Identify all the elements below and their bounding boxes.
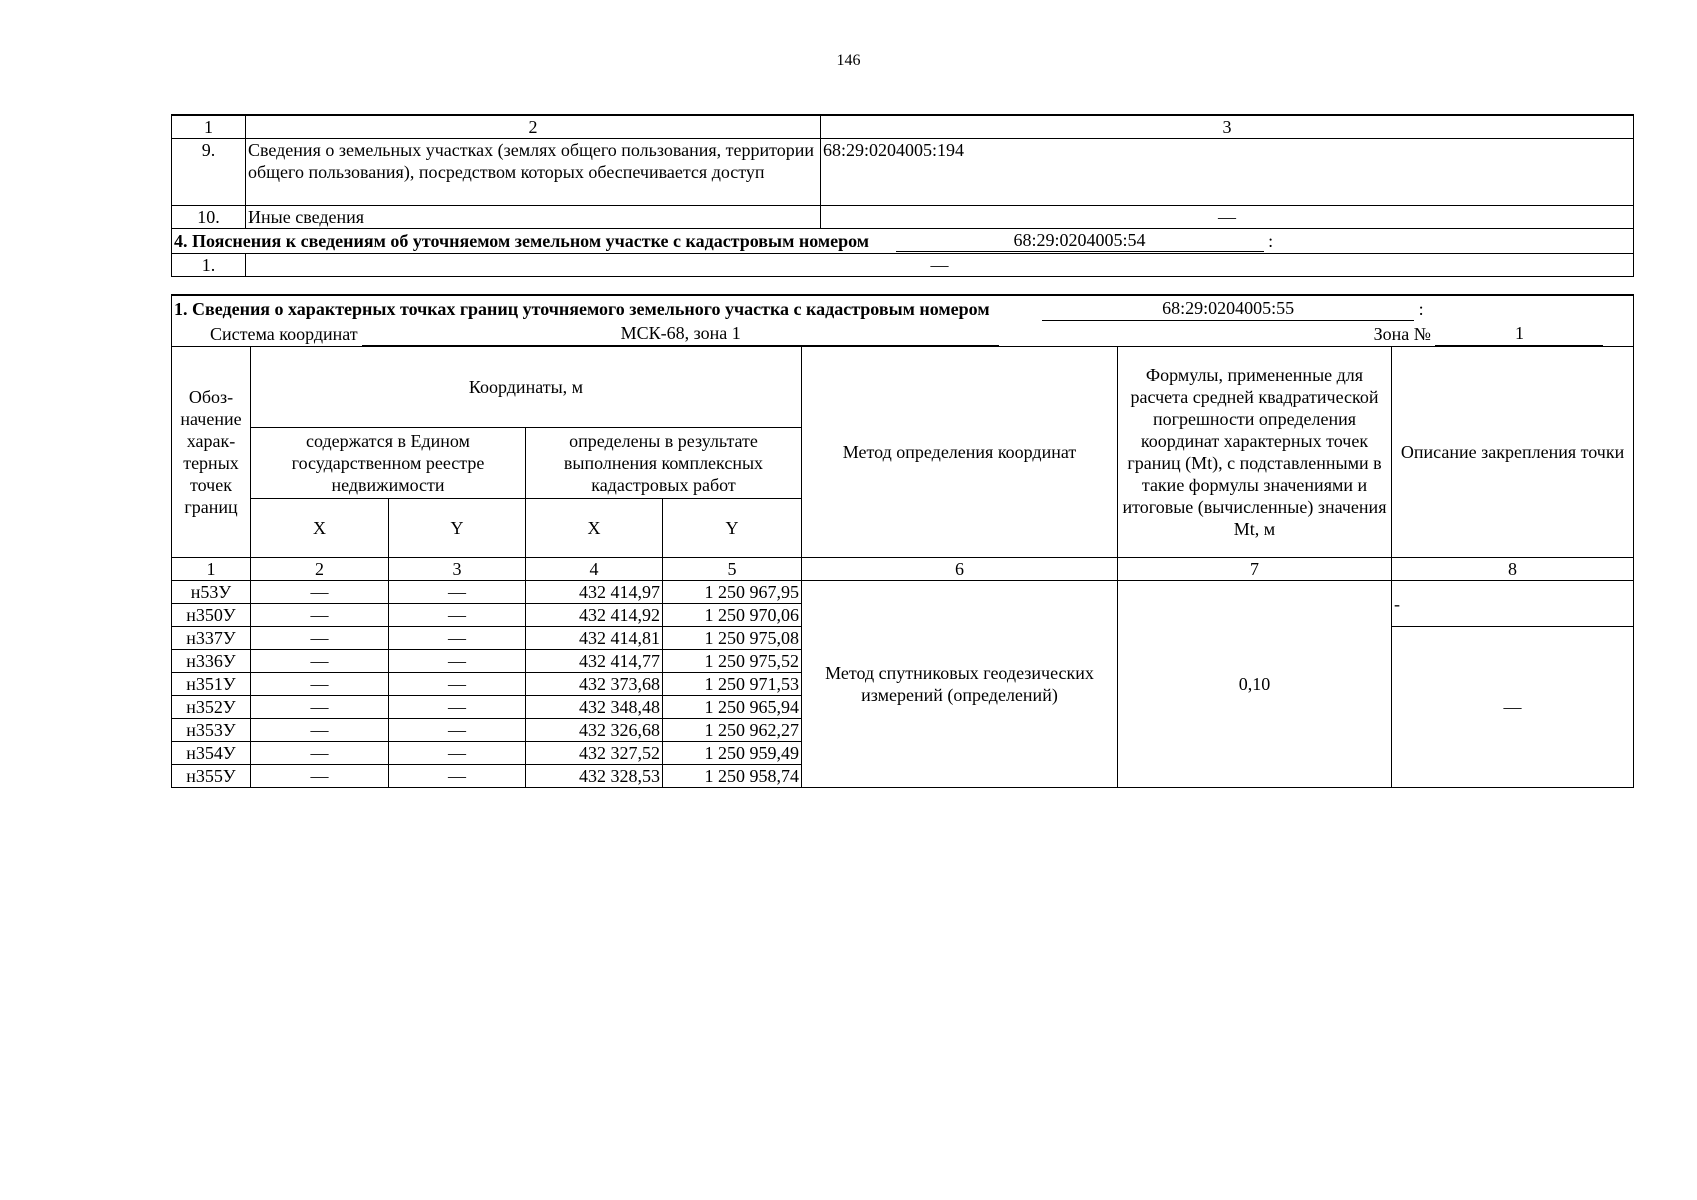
formula-header: Формулы, примененные для расчета средней квадратической погрешности определения координат характерных точек границ (Mt), с подставленными в такие формулы значениями и итоговые (вычисленные) значения Mt, м xyxy=(1118,347,1392,558)
x-egrn: — xyxy=(251,719,389,742)
y-egrn: — xyxy=(389,604,526,627)
coordinates-header: Координаты, м xyxy=(251,347,802,428)
y-egrn: — xyxy=(389,581,526,604)
y-complex: 1 250 975,08 xyxy=(663,627,802,650)
x-egrn: — xyxy=(251,696,389,719)
table-row xyxy=(172,139,1634,206)
y-egrn: — xyxy=(389,673,526,696)
x-complex: 432 414,77 xyxy=(526,650,663,673)
x-egrn: — xyxy=(251,627,389,650)
y-egrn: — xyxy=(389,765,526,788)
col-number: 8 xyxy=(1392,558,1634,581)
col-number: 4 xyxy=(526,558,663,581)
col-number: 2 xyxy=(251,558,389,581)
complex-works-header: определены в результате выполнения комплексных кадастровых работ xyxy=(526,428,802,499)
header-row xyxy=(172,347,1634,428)
col-number: 5 xyxy=(663,558,802,581)
coord-system-value: МСК-68, зона 1 xyxy=(362,321,999,346)
col-number: 7 xyxy=(1118,558,1392,581)
x-complex: 432 326,68 xyxy=(526,719,663,742)
description-top: - xyxy=(1392,581,1634,627)
row-value: — xyxy=(246,254,1634,277)
zone-value: 1 xyxy=(1435,321,1603,346)
x-complex: 432 414,97 xyxy=(526,581,663,604)
col-number: 6 xyxy=(802,558,1118,581)
row-label: Иные сведения xyxy=(246,206,821,229)
description-value: — xyxy=(1392,627,1634,788)
points-table xyxy=(171,294,1634,788)
column-number-row xyxy=(172,115,1634,139)
page-number: 146 xyxy=(836,52,861,69)
y-egrn: — xyxy=(389,719,526,742)
points-colon: : xyxy=(1418,299,1424,319)
x-complex: 432 328,53 xyxy=(526,765,663,788)
y-egrn: — xyxy=(389,627,526,650)
designation-header: Обоз-начение харак-терных точек границ xyxy=(172,347,251,558)
x-egrn: — xyxy=(251,581,389,604)
y-egrn-header: Y xyxy=(389,499,526,558)
method-header: Метод определения координат xyxy=(802,347,1118,558)
row-value: — xyxy=(821,206,1634,229)
coord-system-label: Система координат xyxy=(210,324,358,344)
row-value: 68:29:0204005:194 xyxy=(821,139,1634,206)
point-name: н351У xyxy=(172,673,251,696)
y-complex: 1 250 970,06 xyxy=(663,604,802,627)
point-name: н355У xyxy=(172,765,251,788)
x-complex: 432 373,68 xyxy=(526,673,663,696)
y-complex: 1 250 967,95 xyxy=(663,581,802,604)
info-table xyxy=(171,114,1634,277)
table-row xyxy=(172,254,1634,277)
col-number: 3 xyxy=(389,558,526,581)
row-number: 9. xyxy=(172,139,246,206)
x-egrn: — xyxy=(251,765,389,788)
col-number: 3 xyxy=(821,115,1634,139)
section4-title-row xyxy=(172,229,1634,254)
y-egrn: — xyxy=(389,696,526,719)
x-complex: 432 414,81 xyxy=(526,627,663,650)
table-row xyxy=(172,206,1634,229)
x-complex: 432 348,48 xyxy=(526,696,663,719)
y-complex: 1 250 959,49 xyxy=(663,742,802,765)
row-label: Сведения о земельных участках (землях общего пользования, территории общего пользования), посредством которых обеспечивается доступ xyxy=(246,139,821,206)
point-name: н53У xyxy=(172,581,251,604)
point-name: н352У xyxy=(172,696,251,719)
y-egrn: — xyxy=(389,742,526,765)
points-cadastral-number: 68:29:0204005:55 xyxy=(1042,296,1414,321)
y-complex: 1 250 958,74 xyxy=(663,765,802,788)
x-egrn: — xyxy=(251,650,389,673)
y-complex: 1 250 962,27 xyxy=(663,719,802,742)
formula-value: 0,10 xyxy=(1118,581,1392,788)
row-number: 1. xyxy=(172,254,246,277)
points-section-title: 1. Сведения о характерных точках границ уточняемого земельного участка с кадастровым номером xyxy=(174,299,990,319)
points-title-row xyxy=(172,295,1634,347)
zone-label: Зона № xyxy=(1373,324,1431,344)
point-name: н354У xyxy=(172,742,251,765)
egrn-header: содержатся в Едином государственном реестре недвижимости xyxy=(251,428,526,499)
x-egrn: — xyxy=(251,604,389,627)
y-complex: 1 250 975,52 xyxy=(663,650,802,673)
y-complex-header: Y xyxy=(663,499,802,558)
table-row xyxy=(172,581,1634,604)
point-name: н337У xyxy=(172,627,251,650)
point-name: н336У xyxy=(172,650,251,673)
y-complex: 1 250 971,53 xyxy=(663,673,802,696)
point-name: н350У xyxy=(172,604,251,627)
description-header: Описание закрепления точки xyxy=(1392,347,1634,558)
y-egrn: — xyxy=(389,650,526,673)
col-number: 1 xyxy=(172,558,251,581)
x-egrn: — xyxy=(251,673,389,696)
col-number: 1 xyxy=(172,115,246,139)
row-number: 10. xyxy=(172,206,246,229)
y-complex: 1 250 965,94 xyxy=(663,696,802,719)
point-name: н353У xyxy=(172,719,251,742)
column-number-row xyxy=(172,558,1634,581)
col-number: 2 xyxy=(246,115,821,139)
section4-title: 4. Пояснения к сведениям об уточняемом земельном участке с кадастровым номером xyxy=(174,231,870,251)
x-complex: 432 414,92 xyxy=(526,604,663,627)
section4-colon: : xyxy=(1268,231,1274,251)
x-complex: 432 327,52 xyxy=(526,742,663,765)
x-egrn: — xyxy=(251,742,389,765)
section4-cadastral-number: 68:29:0204005:54 xyxy=(896,229,1264,252)
method-value: Метод спутниковых геодезических измерений (определений) xyxy=(802,581,1118,788)
x-egrn-header: X xyxy=(251,499,389,558)
x-complex-header: X xyxy=(526,499,663,558)
